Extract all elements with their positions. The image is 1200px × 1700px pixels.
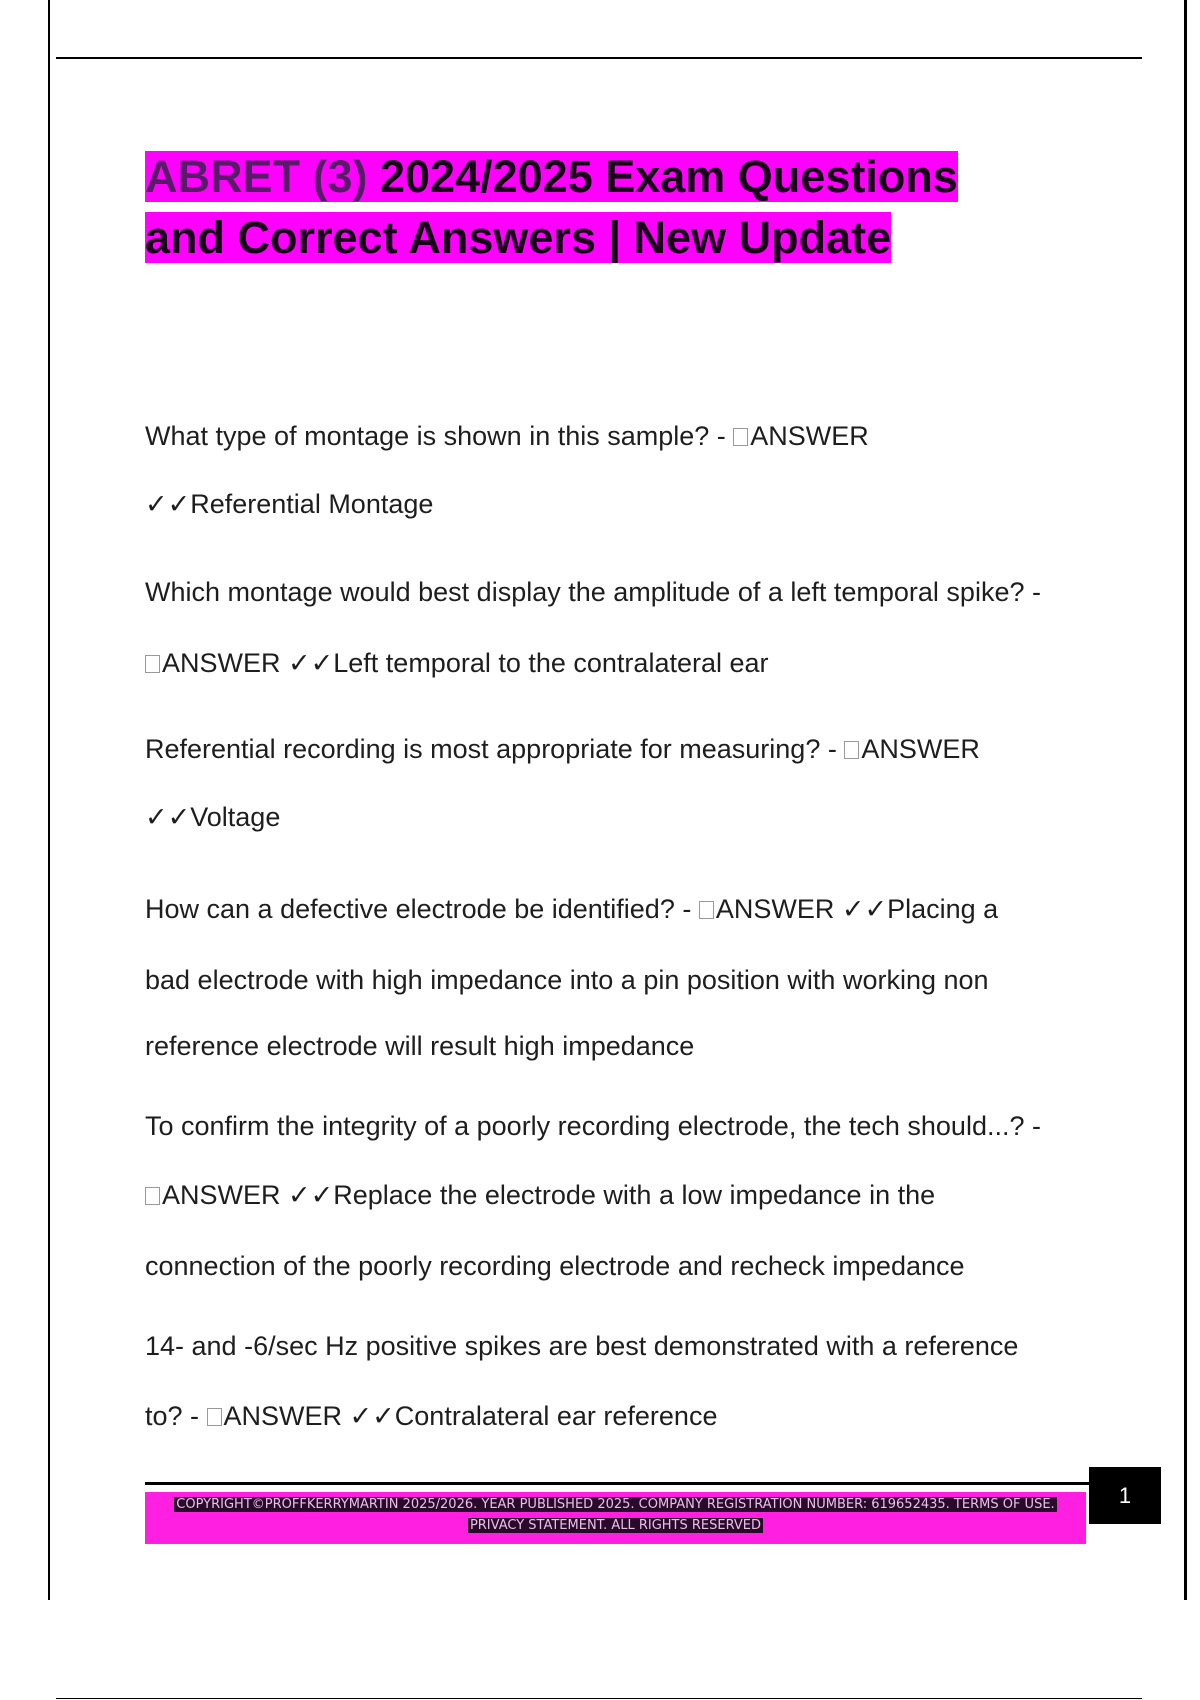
qa-line — [145, 965, 989, 996]
qa-line — [145, 1111, 1041, 1142]
qa-line — [145, 489, 433, 520]
missing-glyph-box-icon — [145, 655, 160, 673]
answer-text: ✓✓Voltage — [145, 802, 281, 832]
header-rule — [56, 57, 1142, 59]
footer-rule — [145, 1482, 1090, 1485]
answer-label: ANSWER — [861, 734, 980, 764]
copyright-line-2: PRIVACY STATEMENT. ALL RIGHTS RESERVED — [469, 1518, 762, 1533]
qa-line — [145, 894, 998, 925]
question-text: To confirm the integrity of a poorly recording electrode, the tech should...? - — [145, 1111, 1041, 1141]
qa-line — [145, 802, 280, 833]
question-text: How can a defective electrode be identified? - — [145, 894, 699, 924]
answer-label: ANSWER — [715, 894, 842, 924]
answer-text: connection of the poorly recording electrode and recheck impedance — [145, 1251, 965, 1281]
qa-line — [145, 1180, 935, 1211]
missing-glyph-box-icon — [844, 741, 859, 759]
title-part-1: ABRET (3) — [145, 151, 380, 202]
answer-text: ✓✓Contralateral ear reference — [349, 1401, 718, 1431]
answer-label: ANSWER — [162, 1180, 289, 1210]
answer-text: reference electrode will result high impedance — [145, 1031, 695, 1061]
next-page-rule — [56, 1698, 1142, 1699]
qa-line — [145, 1251, 965, 1282]
copyright-line-1: COPYRIGHT©PROFFKERRYMARTIN 2025/2026. YEAR PUBLISHED 2025. COMPANY REGISTRATION NUMBER: 619652435. TERMS OF USE. — [176, 1497, 1055, 1512]
missing-glyph-box-icon — [145, 1187, 160, 1205]
answer-text: ✓✓Left temporal to the contralateral ear — [288, 648, 769, 678]
title-part-2: 2024/2025 Exam Questions — [380, 151, 958, 202]
missing-glyph-box-icon — [699, 901, 714, 919]
qa-line — [145, 734, 980, 765]
title-highlight — [145, 151, 958, 263]
page-frame-right — [1184, 0, 1187, 1600]
answer-text: ✓✓Referential Montage — [145, 489, 434, 519]
page-frame-left — [48, 0, 50, 1600]
qa-line — [145, 1401, 717, 1432]
missing-glyph-box-icon — [207, 1408, 222, 1426]
qa-line — [145, 421, 869, 452]
answer-label: ANSWER — [162, 648, 289, 678]
qa-line — [145, 577, 1041, 608]
answer-text: ✓✓Replace the electrode with a low impedance in the — [288, 1180, 936, 1210]
title-part-3: and Correct Answers | New Update — [145, 212, 892, 263]
answer-label: ANSWER — [223, 1401, 350, 1431]
copyright-footer — [145, 1492, 1086, 1544]
missing-glyph-box-icon — [733, 428, 748, 446]
question-text: to? - — [145, 1401, 207, 1431]
question-text: Which montage would best display the amplitude of a left temporal spike? - — [145, 577, 1041, 607]
qa-line — [145, 1031, 694, 1062]
question-text: 14- and -6/sec Hz positive spikes are best demonstrated with a reference — [145, 1331, 1019, 1361]
answer-label: ANSWER — [750, 421, 869, 451]
qa-line — [145, 648, 769, 679]
answer-text: ✓✓Placing a — [841, 894, 999, 924]
question-text: What type of montage is shown in this sample? - — [145, 421, 734, 451]
answer-text: bad electrode with high impedance into a pin position with working non — [145, 965, 989, 995]
page-number: 1 — [1089, 1467, 1161, 1524]
document-title — [145, 146, 1085, 268]
qa-line — [145, 1331, 1018, 1362]
question-text: Referential recording is most appropriate for measuring? - — [145, 734, 845, 764]
